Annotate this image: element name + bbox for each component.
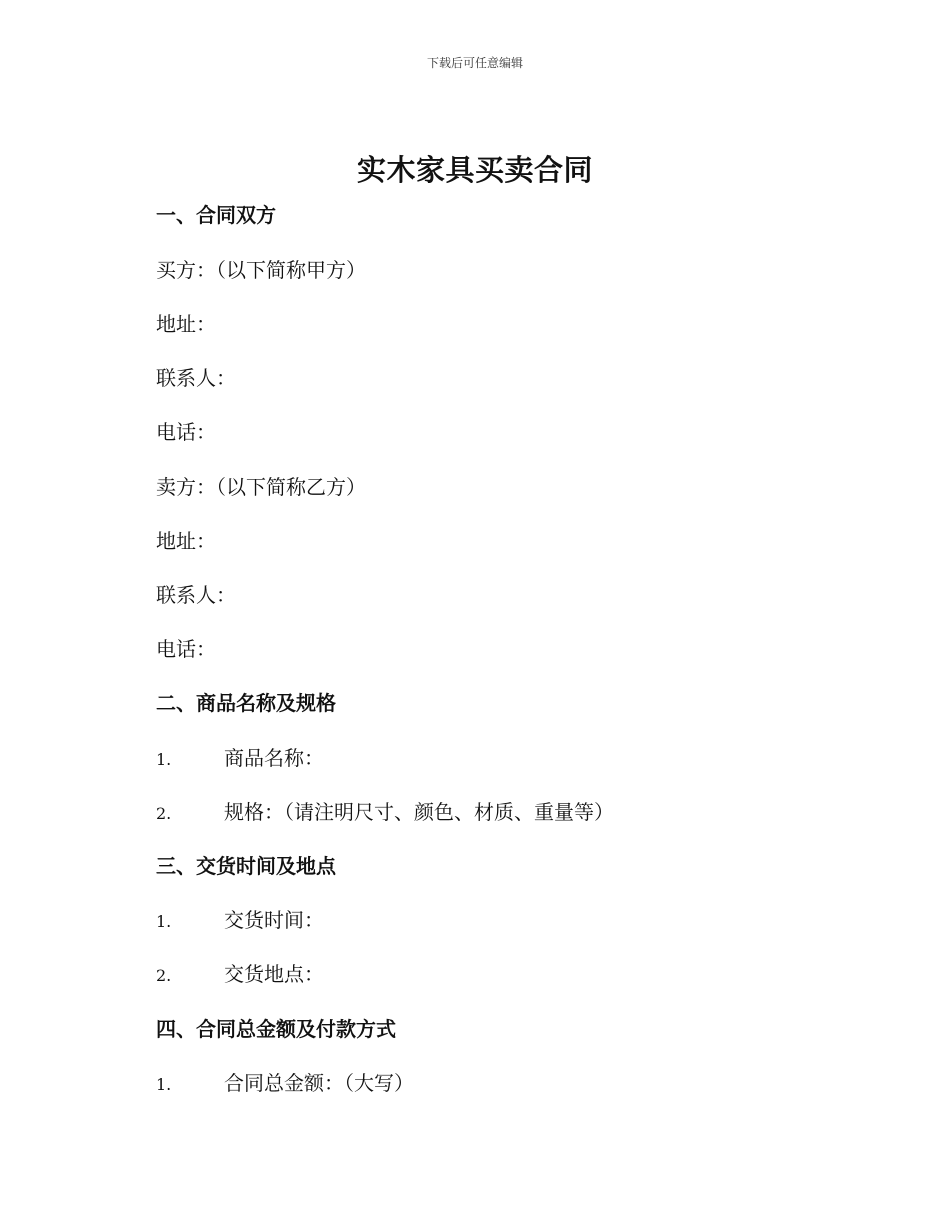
- seller-contact-line: 联系人：: [156, 583, 236, 607]
- section-4-heading: 四、合同总金额及付款方式: [156, 1017, 396, 1041]
- section-1-heading: 一、合同双方: [156, 203, 276, 227]
- list-item: [156, 904, 324, 933]
- list-item-number: 1.: [156, 750, 172, 769]
- list-item-number: 1.: [156, 912, 172, 931]
- section-2-heading: 二、商品名称及规格: [156, 691, 336, 715]
- header-note: 下载后可任意编辑: [426, 56, 523, 70]
- list-item-text: 合同总金额：（大写）: [224, 1071, 414, 1095]
- list-item-text: 交货时间：: [224, 908, 324, 932]
- list-item-number: 2.: [156, 966, 172, 985]
- list-item: [156, 958, 324, 987]
- buyer-address-line: 地址：: [156, 312, 216, 336]
- seller-address-line: 地址：: [156, 529, 216, 553]
- section-3-heading: 三、交货时间及地点: [156, 854, 336, 878]
- buyer-line: 买方：（以下简称甲方）: [156, 258, 366, 282]
- list-item-text: 交货地点：: [224, 962, 324, 986]
- list-item: [156, 1067, 414, 1096]
- list-item-text: 规格：（请注明尺寸、颜色、材质、重量等）: [224, 800, 614, 824]
- document-title: 实木家具买卖合同: [356, 153, 593, 187]
- list-item-text: 商品名称：: [224, 746, 324, 770]
- list-item: [156, 796, 614, 825]
- buyer-contact-line: 联系人：: [156, 366, 236, 390]
- seller-line: 卖方：（以下简称乙方）: [156, 475, 366, 499]
- seller-phone-line: 电话：: [156, 637, 216, 661]
- list-item-number: 1.: [156, 1075, 172, 1094]
- buyer-phone-line: 电话：: [156, 420, 216, 444]
- list-item: [156, 742, 324, 771]
- list-item-number: 2.: [156, 804, 172, 823]
